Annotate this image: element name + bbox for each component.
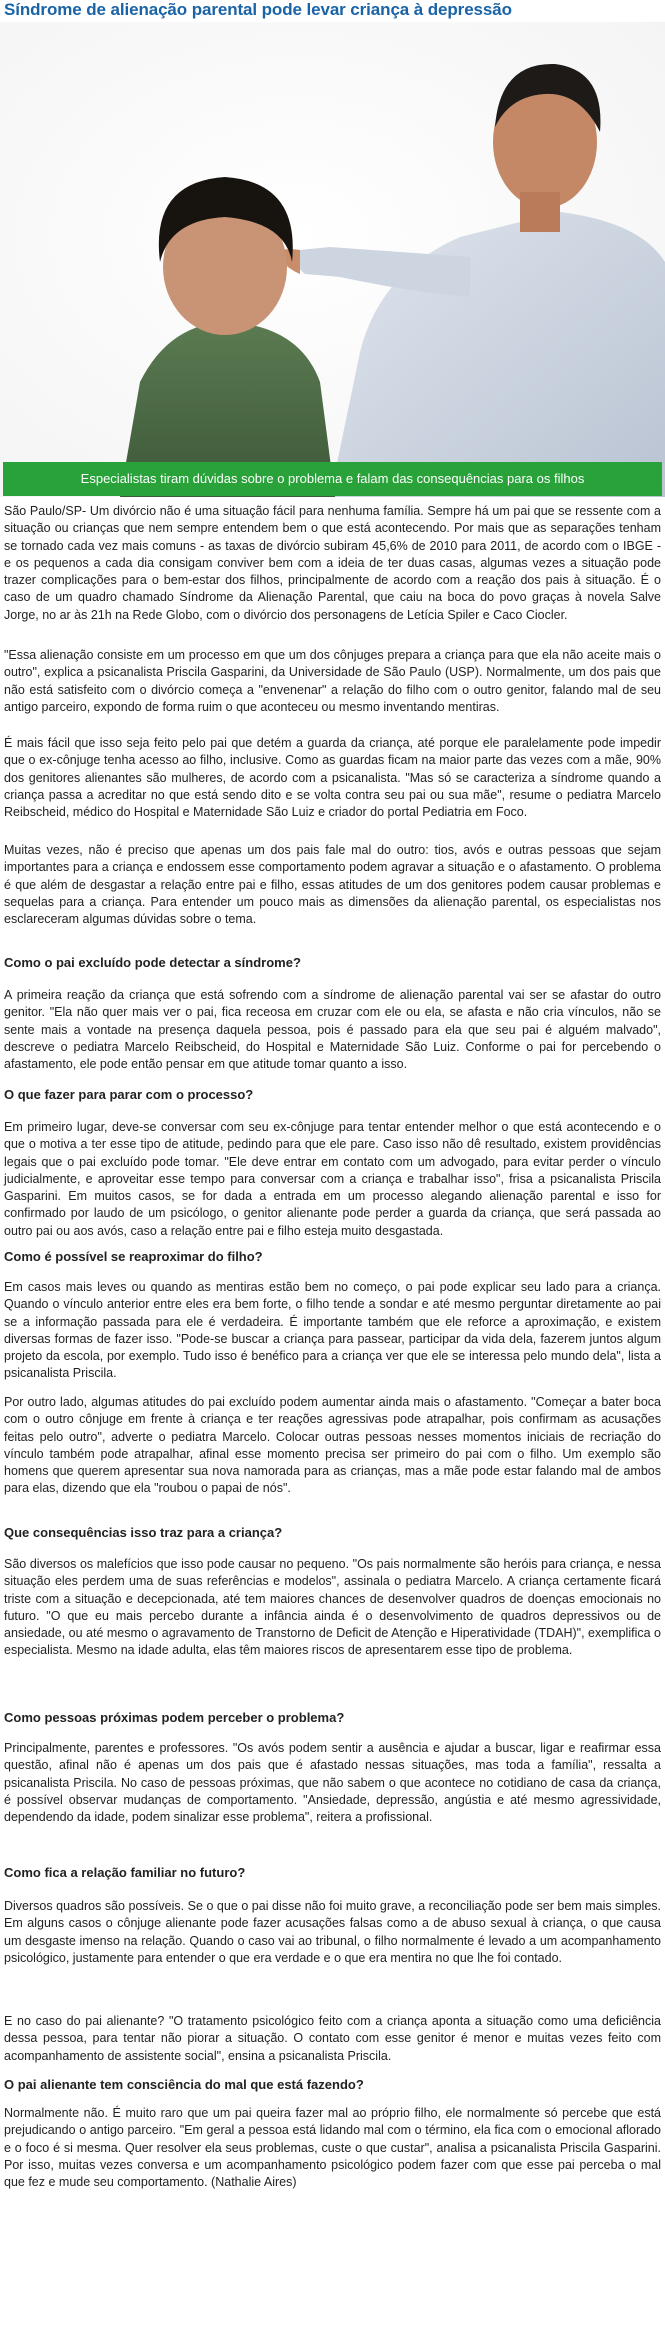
section-heading: Que consequências isso traz para a criança? bbox=[4, 1525, 283, 1540]
paragraph: Principalmente, parentes e professores. "Os avós podem sentir a ausência e ajudar a buscar, ligar e reafirmar essa questão, afinal não é apenas um dos pais que é afastado nessas situações, mas toda a família", ressalta a psicanalista Priscila. No caso de pessoas próximas, que não sabem o que acontece no cotidiano de casa da criança, é possível observar mudanças de comportamento. "Ansiedade, depressão, angústia e até mesmo agressividade, dependendo da idade, podem sinalizar esse problema", reitera a profissional. bbox=[4, 1741, 661, 1825]
paragraph: Em casos mais leves ou quando as mentiras estão bem no começo, o pai pode explicar seu lado para a criança. Quando o vínculo anterior entre eles era bem forte, o filho tende a sondar e até mesmo perguntar diretamente ao pai se a informação passada para ele é verdadeira. É importante também que ele reforce a aproximação, e existem diversas formas de fazer isso. "Pode-se buscar a criança para passear, participar da vida dela, fazerem juntos algum projeto da escola, por exemplo. Tudo isso é benéfico para a criança ver que ele se interessa pelo mundo dela", lista a psicanalista Priscila. bbox=[4, 1280, 661, 1381]
paragraph: Normalmente não. É muito raro que um pai queira fazer mal ao próprio filho, ele normalmente só percebe que está prejudicando o antigo parceiro. "Em geral a pessoa está lidando mal com o término, ela fica com o emocional aflorado e o foco é si mesma. Quer resolver ela seus problemas, custe o que custar", analisa a psicanalista Priscila Gasparini. Por isso, muitas vezes conversa e um acompanhamento psicológico podem fazer com que esse pai perceba o mal que fez e mude seu comportamento. (Nathalie Aires) bbox=[4, 2106, 661, 2190]
paragraph: A primeira reação da criança que está sofrendo com a síndrome de alienação parental vai ser se afastar do outro genitor. "Ela não quer mais ver o pai, fica receosa em cruzar com ele ou ela, se afasta e não cria vínculos, não se sente mais a vontade na presença daquela pessoa, pois é passado para ela que seu pai é alguém malvado", descreve o pediatra Marcelo Reibscheid, do Hospital e Maternidade São Luiz. Conforme o pai for percebendo o afastamento, ele pode então pensar em que atitude tomar quanto a isso. bbox=[4, 988, 661, 1072]
article-title: Síndrome de alienação parental pode levar criança à depressão bbox=[4, 0, 512, 19]
paragraph: Muitas vezes, não é preciso que apenas um dos pais fale mal do outro: tios, avós e outras pessoas que sejam importantes para a criança e endossem esse comportamento podem agravar a situação e o afastamento. O problema é que além de desgastar a relação entre pai e filho, essas atitudes de um dos genitores podem causar problemas e sequelas para a criança. Para entender um pouco mais as dimensões da alienação parental, os especialistas nos esclareceram algumas dúvidas sobre o tema. bbox=[4, 843, 661, 927]
paragraph: Em primeiro lugar, deve-se conversar com seu ex-cônjuge para tentar entender melhor o que está acontecendo e o que o motiva a ter esse tipo de atitude, pedindo para que ele pare. Caso isso não dê resultado, existem providências legais que o pai excluído pode tomar. "Ele deve entrar em contato com um advogado, para evitar perder o vínculo judicialmente, e aproveitar esse tempo para conversar com a criança e trabalhar isso", frisa a psicanalista Priscila Gasparini. Em muitos casos, se for dada a entrada em um processo alegando alienação parental e isso for confirmado por laudo de um psicólogo, o genitor alienante pode perder a guarda da criança, que será passada ao outro pai ou aos avós, caso a relação entre pai e filho esteja muito desgastada. bbox=[4, 1120, 661, 1238]
photo-caption: Especialistas tiram dúvidas sobre o problema e falam das consequências para os filhos bbox=[3, 462, 662, 496]
section-heading: Como o pai excluído pode detectar a síndrome? bbox=[4, 955, 301, 970]
hero-photo bbox=[0, 22, 665, 497]
paragraph: São diversos os malefícios que isso pode causar no pequeno. "Os pais normalmente são heróis para criança, e nessa situação eles perdem uma de suas referências e modelos", assinala o pediatra Marcelo. A criança certamente ficará triste com a situação e decepcionada, até tem maiores chances de desenvolver quadros de doenças emocionais no futuro. "O que eu mais percebo durante a infância ainda é o desenvolvimento de quadros depressivos ou de ansiedade, ou até mesmo o agravamento de Transtorno de Deficit de Atenção e Hiperatividade (TDAH)", exemplifica o especialista. Mesmo na idade adulta, elas têm maiores riscos de apresentarem esse tipo de problema. bbox=[4, 1557, 661, 1658]
hero-illustration bbox=[0, 22, 665, 497]
section-heading: Como pessoas próximas podem perceber o problema? bbox=[4, 1710, 345, 1725]
paragraph: Por outro lado, algumas atitudes do pai excluído podem aumentar ainda mais o afastamento. "Começar a bater boca com o outro cônjuge em frente à criança e ter reações agressivas pode atrapalhar, pois confirmam as acusações feitas pelo outro", adverte o pediatra Marcelo. Colocar outras pessoas nesses momentos iniciais de recriação do vínculo também pode atrapalhar, afinal esse momento precisa ser primeiro do pai com o filho. Um exemplo são homens que querem apresentar sua nova namorada para as crianças, mas a mãe pode estar falando mal de ambos para elas, dizendo que ela "roubou o papai de nós". bbox=[4, 1395, 661, 1496]
section-heading: O que fazer para parar com o processo? bbox=[4, 1087, 254, 1102]
section-heading: O pai alienante tem consciência do mal que está fazendo? bbox=[4, 2077, 364, 2092]
paragraph: É mais fácil que isso seja feito pelo pai que detém a guarda da criança, até porque ele paralelamente pode impedir que o ex-cônjuge tenha acesso ao filho, inclusive. Como as guardas ficam na maior parte das vezes com a mãe, 90% dos genitores alienantes são mulheres, de acordo com a psicanalista. "Mas só se caracteriza a síndrome quando a criança passa a acreditar no que está sendo dito e se volta contra seu pai ou sua mãe", resume o pediatra Marcelo Reibscheid, médico do Hospital e Maternidade São Luiz e criador do portal Pediatria em Foco. bbox=[4, 736, 661, 820]
paragraph: Diversos quadros são possíveis. Se o que o pai disse não foi muito grave, a reconciliação pode ser bem mais simples. Em alguns casos o cônjuge alienante pode fazer acusações falsas como a de abuso sexual à criança, o que causa um desgaste imenso na relação. Quando o caso vai ao tribunal, o filho normalmente é levado a um acompanhamento psicológico, justamente para entender o que era verdade e o que era mentira no que lhe foi contado. bbox=[4, 1899, 661, 1965]
paragraph: E no caso do pai alienante? "O tratamento psicológico feito com a criança aponta a situação como uma deficiência dessa pessoa, para tentar não piorar a situação. O contato com esse genitor é menor e muitas vezes feito com acompanhamento de assistente social", ensina a psicanalista Priscila. bbox=[4, 2014, 661, 2063]
section-heading: Como fica a relação familiar no futuro? bbox=[4, 1865, 246, 1880]
section-heading: Como é possível se reaproximar do filho? bbox=[4, 1249, 263, 1264]
paragraph: São Paulo/SP- Um divórcio não é uma situação fácil para nenhuma família. Sempre há um pai que se ressente com a situação ou crianças que nem sempre entendem bem o que está acontecendo. Por mais que as separações tenham se tornado cada vez mais comuns - as taxas de divórcio subiram 45,6% de 2010 para 2011, de acordo com o IBGE - e os pequenos a cada dia consigam conviver bem com a ideia de ter duas casas, algumas vezes a situação pode trazer complicações para o bem-estar dos filhos, principalmente de acordo com a reação dos pais à situação. É o caso de um quadro chamado Síndrome da Alienação Parental, que caiu na boca do povo graças à novela Salve Jorge, no ar às 21h na Rede Globo, com o divórcio dos personagens de Letícia Spiler e Caco Ciocler. bbox=[4, 504, 661, 622]
paragraph: "Essa alienação consiste em um processo em que um dos cônjuges prepara a criança para que ela não aceite mais o outro", explica a psicanalista Priscila Gasparini, da Universidade de São Paulo (USP). Normalmente, um dos pais que não está satisfeito com o divórcio começa a "envenenar" a relação do filho com o outro genitor, falando mal de seu antigo parceiro, expondo de forma ruim o que aconteceu ou mesmo inventando mentiras. bbox=[4, 648, 661, 714]
